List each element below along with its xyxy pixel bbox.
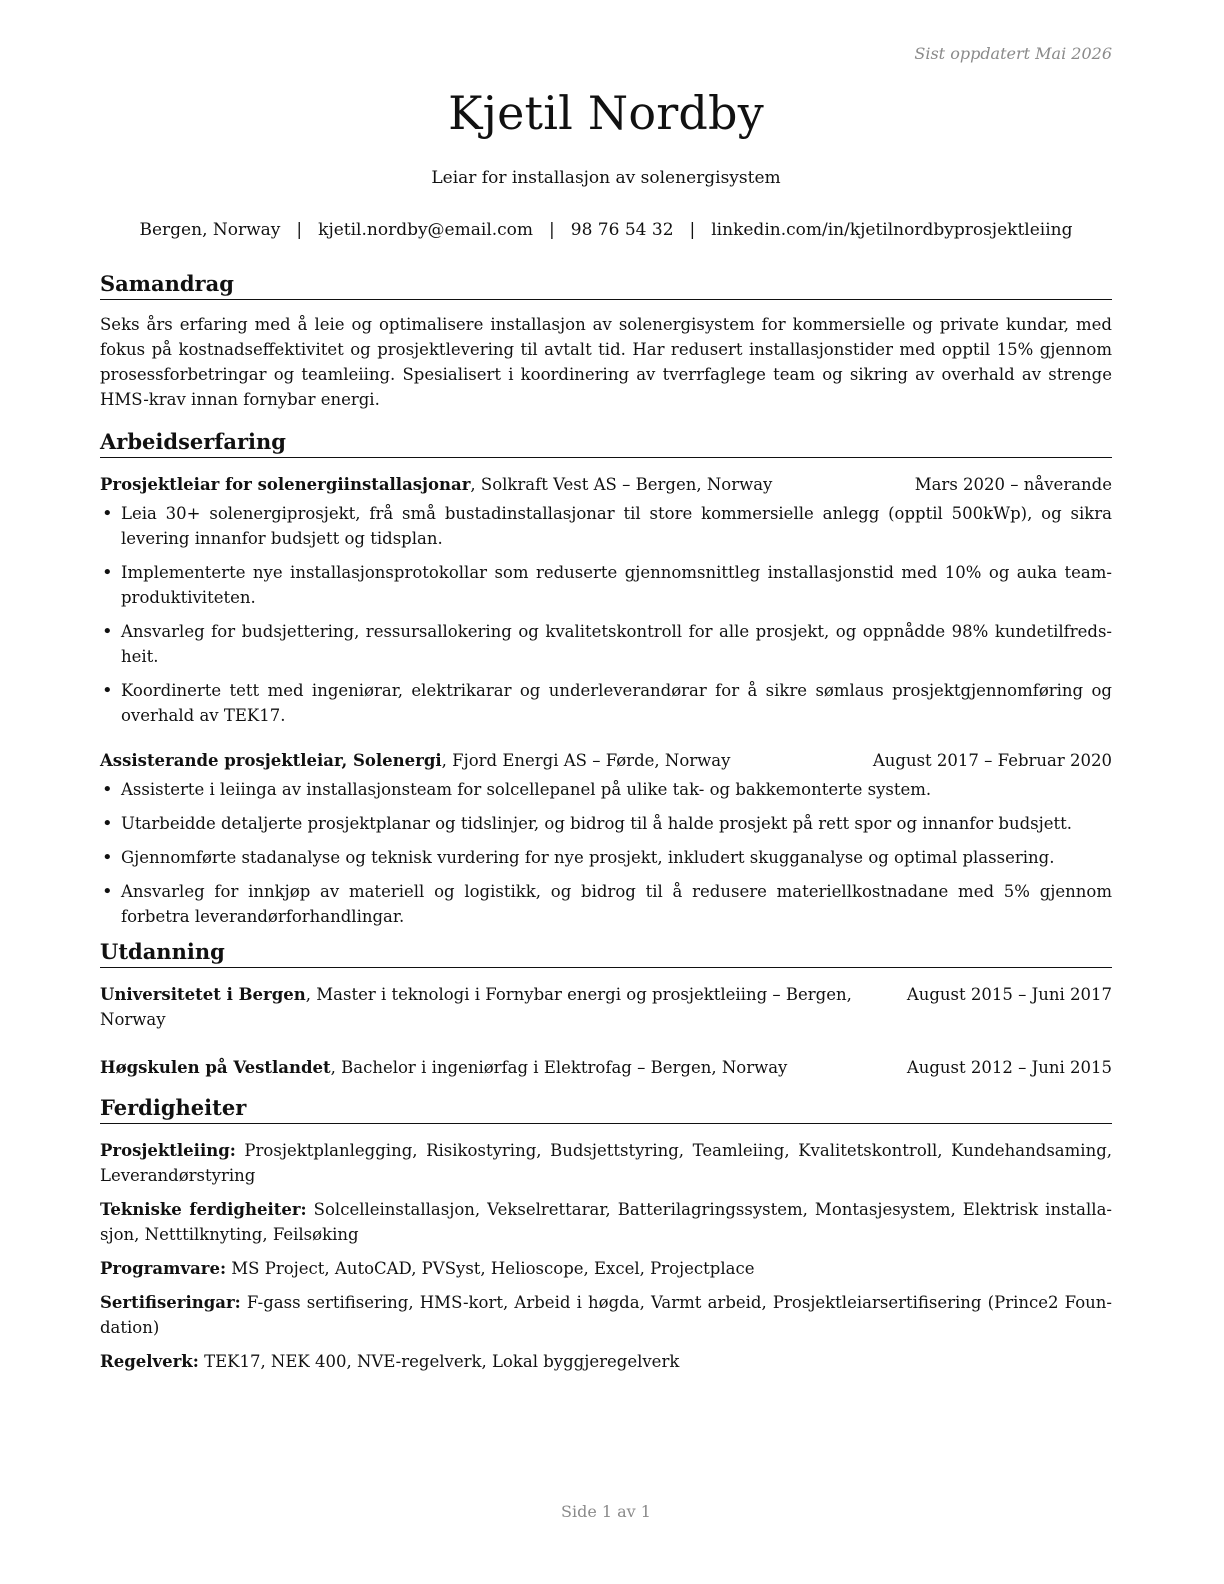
skill-label: Programvare: [100,1259,227,1278]
education-date: August 2015 – Juni 2017 [906,985,1112,1004]
job-bullets [100,501,1112,728]
section-title-experience: Arbeidserfaring [100,428,1112,458]
contact-separator: | [689,220,696,240]
job-bullet: • Assisterte i leiinga av installasjonsteam for solcellepanel på ulike tak- og bakkemonterte system. [100,777,1112,802]
contact-separator: | [296,220,303,240]
skill-text: Prosjektplanlegging, Risikostyring, Budsjettstyring, Teamleiing, Kvalitetskontroll, Kundehandsaming, Leverandørstyring [100,1141,1112,1185]
education-entry [100,982,1112,1032]
section-title-skills: Ferdigheiter [100,1094,1112,1124]
skill-row [100,1256,1112,1281]
skill-row [100,1349,1112,1374]
education-date: August 2012 – Juni 2015 [906,1058,1112,1077]
job-bullet: • Ansvarleg for innkjøp av materiell og logistikk, og bidrog til å redusere materiellkostnadane med 5% gjennom forbetra leverandørforhandlingar. [100,879,1112,929]
job-bullet: • Utarbeidde detaljerte prosjektplanar og tidslinjer, og bidrog til å halde prosjekt på rett spor og innanfor budsjett. [100,811,1112,836]
skill-row [100,1197,1112,1247]
resume-page [100,0,1112,1584]
skill-label: Prosjektleiing: [100,1141,236,1160]
job-header [100,472,1112,497]
job-bullet: • Koordinerte tett med ingeniørar, elektrikarar og underleverandørar for å sikre sømlaus prosjektgjennomføring og overhald av TEK17. [100,678,1112,728]
job-date: August 2017 – Februar 2020 [872,751,1112,770]
job-role: Prosjektleiar for solenergiinstallasjonar [100,475,471,494]
skill-text: TEK17, NEK 400, NVE-regelverk, Lokal byggjeregelverk [198,1352,680,1371]
contact-line [100,220,1112,240]
job-entry [100,472,1112,728]
contact-email[interactable]: kjetil.nordby@email.com [318,220,534,240]
education-school: Høgskulen på Vestlandet [100,1058,331,1077]
candidate-name: Kjetil Nordby [448,86,764,140]
section-title-summary: Samandrag [100,270,1112,300]
skill-label: Regelverk: [100,1352,199,1371]
page-number: Side 1 av 1 [561,1502,651,1521]
job-header [100,748,1112,773]
skill-label: Tekniske ferdigheiter: [100,1200,307,1219]
skills-list [100,1138,1112,1374]
job-bullet: • Implementerte nye installasjonsprotokollar som reduserte gjennomsnittleg installasjonstid med 10% og auka teamproduktiviteten. [100,560,1112,610]
contact-separator: | [549,220,555,240]
education-detail: , Bachelor i ingeniørfag i Elektrofag – Bergen, Norway [330,1058,788,1077]
skill-label: Sertifiseringar: [100,1293,241,1312]
contact-phone: 98 76 54 32 [570,220,674,240]
job-entry [100,748,1112,929]
education-entry [100,1055,1112,1080]
skill-text: F-gass sertifisering, HMS-kort, Arbeid i høgda, Varmt arbeid, Prosjektleiarsertifisering (Prince2 Foundation) [100,1293,1112,1337]
contact-linkedin[interactable]: linkedin.com/in/kjetilnordbyprosjektleiing [711,220,1073,240]
education-school: Universitetet i Bergen [100,985,306,1004]
job-date: Mars 2020 – nåverande [914,475,1112,494]
job-role: Assisterande prosjektleiar, Solenergi [100,751,442,770]
skill-row [100,1290,1112,1340]
skill-text: MS Project, AutoCAD, PVSyst, Helioscope, Excel, Projectplace [226,1259,755,1278]
headline: Leiar for installasjon av solenergisystem [431,168,781,188]
job-bullet: • Leia 30+ solenergiprosjekt, frå små bustadinstallasjonar til store kommersielle anlegg (opptil 500kWp), og sikra levering innanfor budsjett og tidsplan. [100,501,1112,551]
education-detail: , Master i teknologi i Fornybar energi og prosjektleiing – Bergen, Norway [100,985,852,1029]
last-updated: Sist oppdatert Mai 2026 [914,44,1112,63]
job-bullet: • Gjennomførte stadanalyse og teknisk vurdering for nye prosjekt, inkludert skugganalyse og optimal plassering. [100,845,1112,870]
skill-text: Solcelleinstallasjon, Vekselrettarar, Batterilagringssystem, Montasjesystem, Elektrisk installasjon, Netttilknyting, Feilsøking [100,1200,1112,1244]
job-company: , Fjord Energi AS – Førde, Norway [441,751,731,770]
job-bullets [100,777,1112,929]
job-bullet: • Ansvarleg for budsjettering, ressursallokering og kvalitetskontroll for alle prosjekt, og oppnådde 98% kundetilfredsheit. [100,619,1112,669]
contact-location: Bergen, Norway [139,220,281,240]
summary-text: Seks års erfaring med å leie og optimalisere installasjon av solenergisystem for kommersielle og private kundar, med fokus på kostnadseffektivitet og prosjektlevering til avtalt tid. Har redusert installasjonstider med opptil 15% gjennom prosessforbetringar og teamleiing. Spesialisert i koordinering av tverrfaglege team og sikring av overhald av strenge HMS-krav innan fornybar energi. [100,315,1112,409]
resume-content [100,270,1112,1383]
section-title-education: Utdanning [100,938,1112,968]
job-company: , Solkraft Vest AS – Bergen, Norway [470,475,773,494]
skill-row [100,1138,1112,1188]
